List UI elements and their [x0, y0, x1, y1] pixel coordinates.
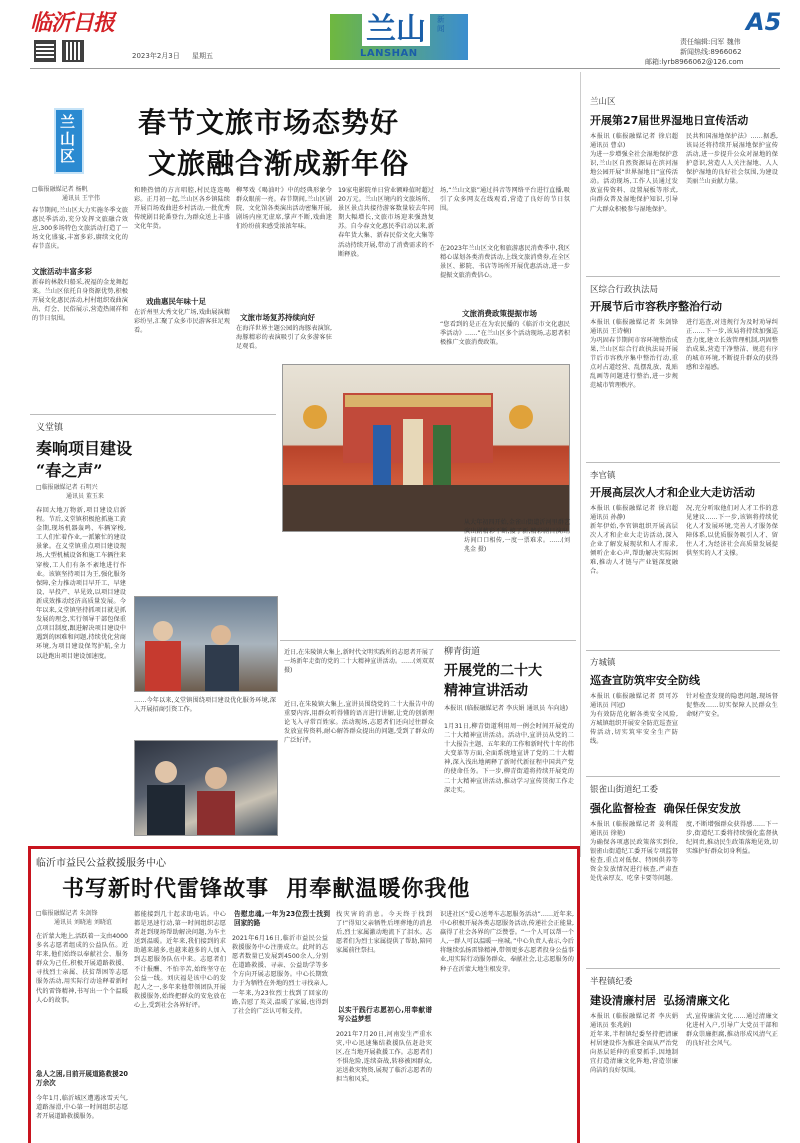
- rc-region: 方城镇: [590, 658, 616, 668]
- welfare-subhead-3: 以实干践行志愿初心,用奉献谱写公益梦想: [338, 1006, 432, 1024]
- section-logo-english: LANSHAN: [360, 48, 418, 59]
- article-text: 在沂蒙大地上,活跃着一支由4000多名志愿者组成的公益队伍。近年来,他们始终以奉献社会、服务群众为己任,积极开展道路救援、寻找烈士亲属、扶贫帮困等志愿服务活动,用实际行动诠释着新时代的雷锋精神,书写出一个个温暖人心的故事。: [36, 933, 128, 1004]
- article-text: 场,“兰山文旅”通过抖音等网络平台进行直播,吸引了众多网友在线观看,营造了良好的节日氛围。: [440, 187, 570, 213]
- article-text: 在2023年兰山区文化和旅游惠民消费季中,我区精心谋划各类消费活动,上线文旅消费券,在全区景区、影院、书店等场所开展优惠活动,进一步提振文旅消费信心。: [440, 245, 570, 280]
- rc-byline: 本报讯 (临报融媒记者 徐启超 通讯员 曹卓): [590, 133, 678, 150]
- main-byline-1: □临报融媒记者 杨帆: [32, 186, 88, 193]
- article-text: 今年1月,临沂城区遭遇冰雪天气,道路湿滑,中心第一时间组织志愿者开展道路救援服务。: [36, 1095, 128, 1121]
- article-text: 在沂州里大秀文化广场,戏曲展演精彩纷呈,汇聚了众多市民游客驻足观看。: [134, 309, 230, 335]
- main-photo-caption: 从大年初四开始,金雀山街道沂河里群艺演出剧精彩不断,接了新,精彩剧目演出,坊间口口相传,一度一票难求。……(刘兆金 摄): [464, 519, 570, 554]
- yitang-byline-1: □临报融媒记者 石明兴: [36, 484, 98, 491]
- liuqing-byline: 本报讯 (临报融媒记者 李庆娟 通讯员 车向迪): [444, 705, 569, 712]
- rc-byline: 本报讯 (临报融媒记者 贾可苏 通讯员 闫冠): [590, 693, 678, 710]
- rc-byline: 本报讯 (临报融媒记者 李庆娟 通讯员 张兆娟): [590, 1013, 678, 1030]
- article-text: 新春的林散归船采,祝福的金龙舞起来。兰山区依托自身资源优势,积极开展文化惠民活动,村村组织戏曲演出、灯会、民俗展示,营造热闹祥和的节日氛围。: [32, 279, 128, 323]
- article-text: 为有效防范化解各类安全风险,方城镇组织开展安全防范巡查宣传活动,切实筑牢安全生产防线。: [590, 711, 678, 746]
- article-text: 识进社区“爱心送考车志愿服务活动”……近年来,中心积极开展各类志愿服务活动,传递社会正能量,赢得了社会各界的广泛赞誉。“一个人可以帮一个人,一群人可以温暖一座城。”中心负责人表示,今后将继续弘扬雷锋精神,带领更多志愿者投身公益事业,用实际行动服务群众、奉献社会,让志愿服务的种子在沂蒙大地生根发芽。: [440, 911, 574, 973]
- qr-code-icon: [62, 40, 84, 62]
- news-hotline: 新闻热线:8966062: [680, 48, 742, 56]
- welfare-subhead-2: 告慰忠魂,一年为23位烈士找到回家的路: [234, 910, 330, 928]
- article-text: 针对检查发现的隐患问题,现场督促整改……切实保障人民群众生命财产安全。: [686, 693, 778, 719]
- rc-region: 银雀山街道纪工委: [590, 785, 659, 795]
- rc-byline: 本报讯 (临报融媒记者 徐启超 通讯员 孙静): [590, 505, 678, 522]
- email-address: 邮箱:lyrb8966062@126.com: [645, 58, 744, 66]
- article-text: 近日,在朱陵镇大集上,宣讲员围绕党的二十大报告中的重要内容,用群众听得懂的语言进行讲解,让党的创新理论飞入寻常百姓家。活动现场,志愿者们还向过往群众发放宣传资料,耐心解答群众提出的问题,受到了群众的广泛好评。: [284, 701, 434, 745]
- article-text: 柳琴戏《喝油叶》中的经典形象令群众眼前一亮。春节期间,兰山区剧院、文化馆各类演出活动密集开展,剧场内座无虚席,掌声不断,戏曲迷们纷纷前来感受浓浓年味。: [236, 187, 332, 231]
- article-text: 进行巡查,对违规行为及时劝导纠正……下一步,该局将持续加强巡查力度,建立长效管理机制,巩固整治成果,营造干净整洁、规范有序的城市环境,不断提升群众的获得感和幸福感。: [686, 319, 778, 372]
- welfare-byline-1: □临报融媒记者 朱剑锋: [36, 910, 98, 917]
- liuqing-region: 柳青街道: [444, 647, 481, 657]
- main-byline-2: 通讯员 王宇伟: [62, 195, 100, 202]
- liuqing-title-1: 开展党的二十大: [444, 663, 542, 679]
- rc-region: 兰山区: [590, 97, 616, 107]
- yitang-byline-2: 通讯员 董玉来: [66, 493, 104, 500]
- article-text: “您看到的是正在为农民播的《临沂市文化惠民季活动》……”在兰山区多个活动现场,志愿者积极推广文旅消费政策。: [440, 321, 570, 347]
- article-text: 在海洋世界主题公园的海豚表演馆,海豚精彩的表演吸引了众多游客驻足观看。: [236, 325, 332, 351]
- rc-title: 建设清廉村居 弘扬清廉文化: [590, 994, 730, 1007]
- rc-title: 强化监督检查 确保任保安发放: [590, 802, 741, 815]
- rc-byline: 本报讯 (临报融媒记者 朱剑锋 通讯员 王诗楠): [590, 319, 678, 336]
- article-text: 新年伊始,李官镇组织开展高层次人才和企业大走访活动,深入企业了解发展现状和人才需求,倾听企业心声,帮助解决实际困难,推动人才链与产业链深度融合。: [590, 523, 678, 576]
- section-logo-title: 兰山: [362, 14, 430, 46]
- yitang-title-1: 奏响项目建设: [36, 439, 133, 458]
- editor-info: 责任编辑:闫军 魏伟: [680, 38, 741, 46]
- article-text: 19家电影院单日营业额峰值时超过20万元。兰山区境内的文旅场所、景区景点共接待游客数量较去年同期大幅增长,文旅市场迎来强劲复苏。自今春文化惠民季启动以来,新春年货大集、新春民俗文化大集等活动持续开展,带动了消费需求的不断释放。: [338, 187, 434, 258]
- liuqing-photo-1-caption: 近日,在朱陵镇大集上,新时代文明实践所的志愿者开展了一场新年走街的党的二十大精神宣讲活动。……(刘双双 摄): [284, 649, 434, 675]
- section-logo-news: 新闻: [437, 15, 445, 33]
- welfare-byline-2: 通讯员 刘晓迪 刘晓谊: [54, 919, 112, 926]
- article-text: 为巩固春节期间市容环境整治成果,兰山区综合行政执法局开展节后市容秩序集中整治行动,重点对占道经营、乱摆乱放、乱贴乱画等问题进行整治,进一步规范城市管理秩序。: [590, 337, 678, 390]
- headline-1: 春节文旅市场态势好: [138, 106, 400, 139]
- liuqing-title-2: 精神宣讲活动: [444, 683, 528, 699]
- liuqing-photo-2: [134, 740, 278, 836]
- issue-date: 2023年2月3日: [132, 52, 180, 60]
- rc-region: 区综合行政执法局: [590, 285, 659, 295]
- article-text: 1月31日,柳青街道利用周一例会时间开展党的二十大精神宣讲活动。活动中,宣讲员从党的二十大报告主题、五年来的工作和新时代十年的伟大变革等方面,全面系统地宣讲了党的二十大精神,深入浅出地阐释了新时代新征程中国共产党的使命任务。下一步,柳青街道将持续开展党的二十大精神宣讲活动,推动学习宣传贯彻工作走深走实。: [444, 723, 574, 794]
- subhead-1: 文旅活动丰富多彩: [32, 267, 92, 276]
- qr-code-icon: [34, 40, 56, 62]
- rc-region: 李官镇: [590, 471, 616, 481]
- article-text: 和睦热情的方言唱腔,村民连连喝彩。正月初一起,兰山区各乡镇陆续开展百场戏曲进乡村活动,一批优秀传统剧目轮番登台,为群众送上丰盛文化年货。: [134, 187, 230, 231]
- newspaper-logo: 临沂日报: [30, 10, 115, 36]
- article-text: 式,宣传廉洁文化……通过清廉文化进村入户,引导广大党员干部和群众崇廉拒腐,推动形成风清气正的良好社会风气。: [686, 1013, 778, 1048]
- article-text: ……今年以来,义堂镇围绕项目建设优化服务环境,深入开展招商引资工作。: [134, 697, 276, 714]
- rc-title: 巡查宣防筑牢安全防线: [590, 674, 700, 687]
- rc-title: 开展第27届世界湿地日宣传活动: [590, 114, 749, 127]
- article-text: 度,不断增强群众获得感……下一步,街道纪工委将持续强化监督执纪问责,推动民生政策落地见效,切实维护好群众切身利益。: [686, 821, 778, 856]
- article-text: 春节期间,兰山区大力实施冬季文旅惠民季活动,充分发挥文旅融合效应,300多场特色文旅活动打造了一场文化盛宴,丰富多彩,赓续文化的春节喜庆。: [32, 207, 128, 251]
- rc-title: 开展高层次人才和企业大走访活动: [590, 486, 755, 499]
- subhead-4: 文旅消费政策提振市场: [462, 309, 537, 318]
- rc-region: 半程镇纪委: [590, 977, 633, 987]
- welfare-org: 临沂市益民公益救援服务中心: [36, 858, 166, 869]
- rc-byline: 本报讯 (临报融媒记者 姜利霞 通讯员 徐艳): [590, 821, 678, 838]
- article-text: 为确保各项惠民政策落实到位,银雀山街道纪工委开展专项监督检查,重点对低保、特困供养等资金发放情况进行核查,严肃查处优亲厚友、吃拿卡要等问题。: [590, 839, 678, 883]
- yitang-region: 义堂镇: [36, 423, 64, 433]
- article-text: 民共和国湿地保护法》……据悉,该局还将持续开展湿地保护宣传活动,进一步提升公众对湿地的保护意识,营造人人关注湿地、人人保护湿地的良好社会氛围,为建设美丽兰山贡献力量。: [686, 133, 778, 186]
- article-text: 2021年6月16日,临沂市益民公益救援服务中心注册成立。此时的志愿者数量已发展到4500余人,分别在道路救援、寻亲、公益助学等多个方向开展志愿服务。中心长期致力于为牺牲在外地的烈士寻找亲人,一年来,为23位烈士找到了回家的路,告慰了英灵,温暖了家属,也得到了社会的广泛认可和支持。: [232, 935, 328, 1015]
- yitang-title-2: “春之声”: [36, 461, 103, 480]
- liuqing-photo-1: [134, 596, 278, 692]
- article-text: 都能接到几十起求助电话。中心都是迅速行动,第一时间组织志愿者赶到现场帮助解决问题,为车主送到温暖。近年来,我们接到的求助越来越多,也越来越多的人加入到志愿服务队伍中来。志愿者们不计报酬、不怕辛苦,始终坚守在公益一线。刘庆福是该中心的发起人之一,多年来他带领团队开展救援服务,始终把群众的安危放在心上,受到社会各界好评。: [134, 911, 226, 1009]
- masthead: [0, 0, 800, 68]
- article-text: 近年来,半程镇纪委坚持把清廉村居建设作为推进全面从严治党向基层延伸的重要抓手,因地制宜打造清廉文化阵地,营造崇廉尚洁的良好氛围。: [590, 1031, 678, 1075]
- main-photo: [282, 364, 570, 532]
- article-text: 春回大地万物新,项目建设启新程。节后,义堂镇积极抢抓施工黄金期,现场机器轰鸣、车辆穿梭,工人们忙着作业,一派繁忙的建设景象。在义堂镇重点项目建设现场,大型机械设备和施工车辆往来穿梭,工人们有条不紊地进行作业。该镇坚持项目为王,强化服务保障,全力推动项目早开工、早建设、早投产、早见效,以项目建设新成效推动经济高质量发展。今年以来,义堂镇坚持抓项目就是抓发展的理念,实行领导干部包保重点项目制度,跟进解决项目建设中遇到的困难和问题,持续优化营商环境,为项目建设保驾护航,全力以赴跑出项目建设加速度。: [36, 507, 126, 660]
- article-text: 2021年7月20日,河南发生严重水灾,中心迅速集结救援队伍赶赴灾区,在当地开展救援工作。志愿者们不惧危险,连续奋战,转移被困群众,运送救灾物资,展现了临沂志愿者的担当和风采。: [336, 1031, 432, 1084]
- welfare-subhead-1: 急人之困,目前开展道路救援20万余次: [36, 1070, 128, 1088]
- issue-weekday: 星期五: [191, 52, 213, 60]
- article-text: 况,充分听取他们对人才工作的意见建议……下一步,该镇将持续优化人才发展环境,完善人才服务保障体系,以优质服务吸引人才、留住人才,为经济社会高质量发展提供坚实的人才支撑。: [686, 505, 778, 558]
- headline-2: 文旅融合渐成新年俗: [148, 147, 410, 180]
- article-text: 为进一步增强全社会湿地保护意识,兰山区自然资源局在滨河湿地公园开展“世界湿地日”宣传活动。活动现场,工作人员通过发放宣传资料、设置展板等形式,向群众普及湿地保护知识,引导广大群众积极参与湿地保护。: [590, 151, 678, 213]
- region-tag-label: 兰山区: [60, 113, 76, 165]
- page-number: A5: [746, 8, 782, 36]
- subhead-2: 戏曲惠民年味十足: [146, 297, 206, 306]
- subhead-3: 文旅市场复苏持续向好: [240, 313, 315, 322]
- article-text: 找灾害的消息。今天终于找到了!”得知父亲牺牲后埋葬地的消息后,烈士家属激动地流下了泪水。志愿者们为烈士家属提供了帮助,陪同家属前往祭扫。: [336, 911, 432, 955]
- welfare-headline: 书写新时代雷锋故事 用奉献温暖你我他: [62, 876, 471, 902]
- rc-title: 开展节后市容秩序整治行动: [590, 300, 722, 313]
